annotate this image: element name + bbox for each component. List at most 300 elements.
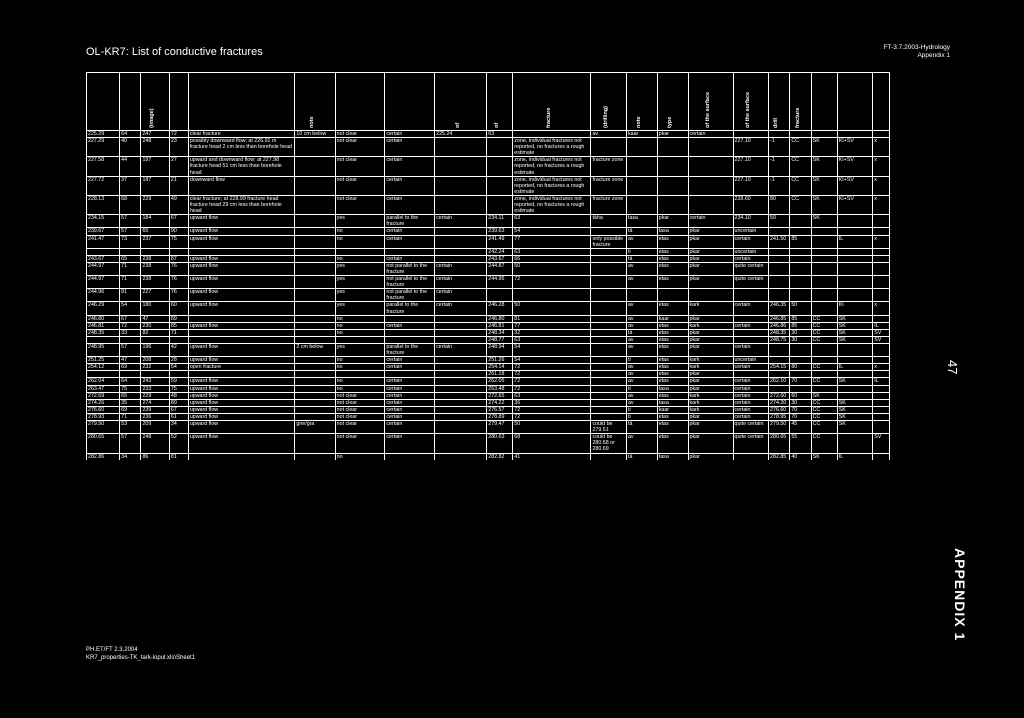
table-cell: certain [385, 392, 435, 399]
table-cell: 246.80 [87, 315, 120, 322]
table-cell [295, 289, 335, 302]
table-cell: 81 [169, 453, 188, 460]
table-cell: 71 [120, 276, 141, 289]
table-cell: 35 [120, 399, 141, 406]
column-header-label: fracture [794, 107, 801, 128]
table-cell: certain [385, 406, 435, 413]
table-row [87, 453, 890, 460]
table-cell: kark [688, 364, 733, 371]
table-cell: 80 [169, 399, 188, 406]
table-cell: not parallel to the fracture [385, 289, 435, 302]
table-cell [141, 371, 169, 378]
table-cell [591, 357, 627, 364]
table-cell: 44 [120, 157, 141, 176]
column-header [790, 73, 811, 131]
table-cell [385, 315, 435, 322]
table-cell: 52 [169, 434, 188, 453]
table-cell: 72 [513, 378, 591, 385]
table-cell: certain [733, 378, 769, 385]
table-cell [790, 255, 811, 262]
column-header-label: fracture [545, 107, 552, 128]
table-cell: 227.58 [87, 157, 120, 176]
table-cell: etas [657, 255, 688, 262]
table-cell: 54 [169, 364, 188, 371]
table-cell: av [626, 336, 657, 343]
table-cell: 262.10 [769, 378, 790, 385]
table-cell [626, 289, 657, 302]
table-cell: x [873, 302, 890, 315]
table-cell [188, 329, 295, 336]
table-cell: 254.12 [87, 364, 120, 371]
table-cell: certain [435, 289, 487, 302]
table-cell [435, 434, 487, 453]
table-cell [435, 413, 487, 420]
table-cell [591, 385, 627, 392]
table-cell: tasa [657, 385, 688, 392]
table-cell: 272.69 [87, 392, 120, 399]
table-row [87, 157, 890, 176]
table-cell [188, 336, 295, 343]
table-cell: 196 [141, 344, 169, 357]
table-cell: 63 [513, 248, 591, 255]
table-cell [591, 228, 627, 235]
table-cell [873, 131, 890, 138]
table-row [87, 357, 890, 364]
table-cell [769, 289, 790, 302]
table-cell [873, 453, 890, 460]
table-row [87, 138, 890, 157]
table-cell [790, 357, 811, 364]
table-cell: could be 279.51 [591, 421, 627, 434]
table-cell: 184 [141, 215, 169, 228]
table-cell: certain [385, 385, 435, 392]
table-cell: 77 [513, 322, 591, 329]
table-cell: 262.05 [487, 378, 513, 385]
table-cell: 234.15 [87, 215, 120, 228]
table-cell [837, 357, 873, 364]
table-cell: zone, individual fractures not reported, no fractures a rough estimate [513, 176, 591, 195]
table-cell: 28 [169, 357, 188, 364]
table-cell: 276.60 [87, 406, 120, 413]
table-cell: tasa [657, 399, 688, 406]
table-cell: av [626, 371, 657, 378]
table-cell [733, 289, 769, 302]
table-cell: 278.93 [87, 413, 120, 420]
table-cell: certain [733, 385, 769, 392]
table-row [87, 413, 890, 420]
column-header [657, 73, 688, 131]
table-cell [295, 336, 335, 343]
table-cell: upward flow [188, 262, 295, 275]
table-cell: etas [657, 248, 688, 255]
table-cell: certain [385, 131, 435, 138]
table-cell [837, 392, 873, 399]
table-cell [873, 289, 890, 302]
table-cell: pkar [688, 235, 733, 248]
table-cell: CC [811, 378, 837, 385]
table-cell [295, 399, 335, 406]
column-header-label: type [666, 116, 673, 128]
table-cell [295, 371, 335, 378]
table-row [87, 392, 890, 399]
table-cell [811, 302, 837, 315]
table-cell: 41 [513, 453, 591, 460]
table-cell [435, 399, 487, 406]
table-cell: 228.60 [733, 195, 769, 214]
table-cell: certain [385, 421, 435, 434]
table-cell: 234.10 [733, 215, 769, 228]
table-cell: pkar [688, 315, 733, 322]
table-cell [733, 371, 769, 378]
table-cell: 87 [169, 255, 188, 262]
table-cell [87, 248, 120, 255]
table-cell: KI+SV [837, 138, 873, 157]
table-cell [295, 276, 335, 289]
table-cell: 248 [141, 434, 169, 453]
table-row [87, 329, 890, 336]
table-cell: 244.87 [487, 262, 513, 275]
table-cell [591, 329, 627, 336]
table-row [87, 215, 890, 228]
column-header [487, 73, 513, 131]
table-cell [769, 371, 790, 378]
table-cell: SK [811, 157, 837, 176]
table-cell: fracture zone [591, 195, 627, 214]
table-cell: 236 [141, 413, 169, 420]
table-cell: 71 [120, 262, 141, 275]
table-cell: quite certain [733, 276, 769, 289]
column-header [591, 73, 627, 131]
table-cell [87, 371, 120, 378]
table-cell: upward flow [188, 421, 295, 434]
table-cell [435, 357, 487, 364]
table-cell: no [335, 453, 385, 460]
table-cell: no [335, 357, 385, 364]
table-cell [733, 315, 769, 322]
table-row [87, 248, 890, 255]
table-cell: 239 [141, 406, 169, 413]
table-cell: 246.28 [487, 302, 513, 315]
table-cell: no [335, 235, 385, 248]
table-cell: 242.24 [487, 248, 513, 255]
table-cell: certain [385, 228, 435, 235]
table-cell [487, 176, 513, 195]
table-cell: certain [435, 276, 487, 289]
table-cell [591, 364, 627, 371]
table-cell: certain [385, 176, 435, 195]
column-header-label: of [493, 122, 500, 128]
table-cell: certain [733, 392, 769, 399]
table-cell: etas [657, 329, 688, 336]
table-cell: 243 [141, 378, 169, 385]
table-cell: certain [385, 413, 435, 420]
column-header [688, 73, 733, 131]
table-cell: pkar [688, 371, 733, 378]
table-cell: CC [811, 322, 837, 329]
table-cell: 70 [790, 378, 811, 385]
table-cell: upward flow [188, 322, 295, 329]
table-cell [873, 392, 890, 399]
table-cell: etas [657, 344, 688, 357]
table-cell: 187 [141, 176, 169, 195]
table-row [87, 364, 890, 371]
table-cell: 279.50 [87, 421, 120, 434]
table-cell: zone, individual fractures not reported, no fractures a rough estimate [513, 157, 591, 176]
table-cell [591, 322, 627, 329]
table-cell: etas [657, 276, 688, 289]
table-cell [435, 322, 487, 329]
table-cell: yes [335, 276, 385, 289]
table-cell: 238 [141, 255, 169, 262]
table-row [87, 434, 890, 453]
table-cell: tasa [657, 228, 688, 235]
table-cell: etas [657, 392, 688, 399]
table-row [87, 315, 890, 322]
table-cell: 70 [790, 406, 811, 413]
table-cell [435, 176, 487, 195]
table-row [87, 399, 890, 406]
table-cell [335, 248, 385, 255]
table-cell: SK [811, 138, 837, 157]
table-cell: av [626, 235, 657, 248]
table-cell: certain [733, 344, 769, 357]
table-cell: 263.48 [487, 385, 513, 392]
table-cell: 234.11 [487, 215, 513, 228]
table-cell: upward flow [188, 276, 295, 289]
table-cell: certain [733, 406, 769, 413]
table-cell [591, 336, 627, 343]
table-cell: 64 [120, 131, 141, 138]
table-cell: upward flow [188, 392, 295, 399]
table-cell: SK [837, 378, 873, 385]
table-cell: 279.50 [769, 421, 790, 434]
table-cell: CC [811, 413, 837, 420]
column-header [141, 73, 169, 131]
table-cell [769, 344, 790, 357]
column-header-label: note [309, 116, 316, 128]
table-cell [513, 131, 591, 138]
table-cell [811, 228, 837, 235]
table-cell: KI+SV [837, 176, 873, 195]
table-cell: 69 [120, 364, 141, 371]
table-cell: uncertain [733, 357, 769, 364]
table-cell: 225.29 [87, 131, 120, 138]
table-cell [591, 315, 627, 322]
table-cell [295, 453, 335, 460]
table-cell: yes [335, 302, 385, 315]
table-cell: 272.65 [487, 392, 513, 399]
table-cell: CC [790, 176, 811, 195]
table-cell: no [335, 255, 385, 262]
table-cell [385, 453, 435, 460]
table-cell [295, 329, 335, 336]
table-cell [626, 176, 657, 195]
table-cell: tä [626, 421, 657, 434]
table-cell: 53 [120, 421, 141, 434]
table-cell: IL [873, 378, 890, 385]
table-cell [873, 413, 890, 420]
table-cell: quite certain [733, 262, 769, 275]
table-cell [141, 336, 169, 343]
table-cell [591, 413, 627, 420]
table-cell [769, 276, 790, 289]
table-cell [790, 131, 811, 138]
table-cell: av [626, 399, 657, 406]
table-cell: 85 [169, 322, 188, 329]
table-cell [435, 371, 487, 378]
table-cell: not clear [335, 434, 385, 453]
page-title: OL-KR7: List of conductive fractures [86, 46, 263, 58]
table-cell [769, 255, 790, 262]
table-cell: not clear [335, 399, 385, 406]
table-cell [790, 248, 811, 255]
table-cell: 42 [169, 344, 188, 357]
table-cell: 50 [513, 262, 591, 275]
table-cell [295, 176, 335, 195]
table-cell: kark [688, 357, 733, 364]
column-header [513, 73, 591, 131]
table-cell: av [626, 378, 657, 385]
table-cell: certain [733, 399, 769, 406]
table-cell [435, 138, 487, 157]
table-cell: SK [811, 176, 837, 195]
table-cell: CC [790, 138, 811, 157]
table-cell: quite certain [733, 421, 769, 434]
table-cell [435, 228, 487, 235]
table-cell [385, 248, 435, 255]
table-cell: 47 [141, 315, 169, 322]
table-cell: 248.34 [487, 329, 513, 336]
table-cell: 233 [141, 385, 169, 392]
table-cell: 65 [120, 392, 141, 399]
table-cell: CC [811, 315, 837, 322]
table-cell: 248.77 [487, 336, 513, 343]
table-cell [811, 344, 837, 357]
table-cell [811, 276, 837, 289]
table-cell: 72 [120, 322, 141, 329]
column-header [295, 73, 335, 131]
table-cell [811, 262, 837, 275]
table-cell [837, 255, 873, 262]
table-cell [790, 228, 811, 235]
table-cell [295, 392, 335, 399]
table-cell: KI+SV [837, 157, 873, 176]
table-cell [626, 138, 657, 157]
table-cell: av [626, 315, 657, 322]
table-cell: CC [790, 157, 811, 176]
table-cell: 72 [513, 385, 591, 392]
table-cell [733, 336, 769, 343]
table-cell: 72 [513, 371, 591, 378]
table-cell: ti [626, 406, 657, 413]
table-cell: 72 [513, 413, 591, 420]
table-cell: SK [837, 315, 873, 322]
table-cell: 232 [141, 364, 169, 371]
table-cell: certain [385, 378, 435, 385]
table-cell: 32 [513, 329, 591, 336]
table-cell: 23 [169, 138, 188, 157]
table-cell: not clear [335, 157, 385, 176]
table-cell: av [626, 322, 657, 329]
table-cell: 55 [790, 434, 811, 453]
table-cell: 66 [513, 255, 591, 262]
table-row [87, 336, 890, 343]
table-cell: etas [657, 434, 688, 453]
table-cell: yes [335, 215, 385, 228]
table-cell: kaar [626, 131, 657, 138]
table-cell: tä [626, 453, 657, 460]
table-cell: pkar [688, 276, 733, 289]
table-cell: pkar [657, 131, 688, 138]
table-cell: 63 [513, 392, 591, 399]
table-cell: 278.95 [769, 413, 790, 420]
table-cell: SK [811, 195, 837, 214]
table-cell: uncertain [733, 228, 769, 235]
table-cell: 68 [120, 195, 141, 214]
table-cell: -1 [769, 176, 790, 195]
table-cell [688, 195, 733, 214]
table-cell: 50 [769, 215, 790, 228]
table-cell [873, 276, 890, 289]
table-cell: tasa [657, 453, 688, 460]
table-cell: pkar [688, 385, 733, 392]
table-cell: etas [657, 371, 688, 378]
table-cell: pkar [688, 248, 733, 255]
table-cell: certain [733, 322, 769, 329]
table-cell [295, 215, 335, 228]
column-header-label: of the surface [744, 91, 751, 128]
table-cell: certain [385, 195, 435, 214]
table-cell [688, 289, 733, 302]
table-cell [811, 131, 837, 138]
table-cell [657, 289, 688, 302]
table-cell: 10 cm below [295, 131, 335, 138]
table-cell: 72 [513, 364, 591, 371]
column-header [837, 73, 873, 131]
table-cell [487, 157, 513, 176]
table-cell: 71 [120, 413, 141, 420]
table-cell [626, 195, 657, 214]
table-cell: clear fracture; at 228.99 fracture head fracture head 29 cm less than borehole head [188, 195, 295, 214]
table-cell: kark [688, 322, 733, 329]
table-cell: pkar [688, 228, 733, 235]
table-cell: pkar [657, 215, 688, 228]
table-cell [591, 276, 627, 289]
table-cell: 251.26 [487, 357, 513, 364]
table-cell: 262.04 [87, 378, 120, 385]
table-cell [435, 421, 487, 434]
column-header-label: of the surface [704, 91, 711, 128]
column-header [873, 73, 890, 131]
table-cell: upward flow [188, 385, 295, 392]
table-cell: x [873, 195, 890, 214]
table-cell [169, 336, 188, 343]
table-cell: 246.29 [87, 302, 120, 315]
table-cell [487, 138, 513, 157]
table-cell: CC [811, 421, 837, 434]
table-cell: 72 [169, 131, 188, 138]
table-row [87, 262, 890, 275]
table-cell [435, 315, 487, 322]
table-cell: 76 [169, 289, 188, 302]
table-cell [188, 248, 295, 255]
table-cell: 30 [790, 329, 811, 336]
table-cell [435, 385, 487, 392]
table-cell [837, 248, 873, 255]
table-cell [295, 157, 335, 176]
table-cell: 248 [141, 138, 169, 157]
table-cell: 72 [513, 406, 591, 413]
